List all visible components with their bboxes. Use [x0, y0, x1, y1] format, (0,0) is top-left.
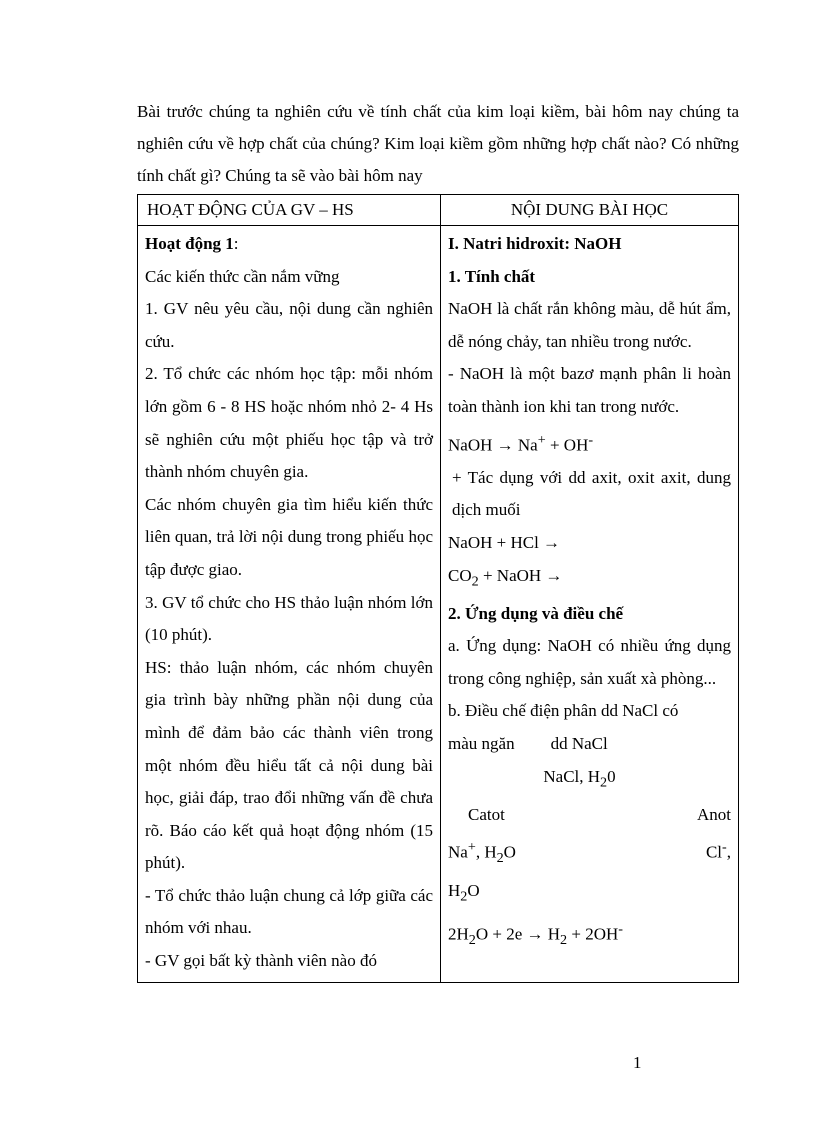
activity-heading: [145, 228, 433, 261]
anode-ions: Cl-,: [705, 839, 731, 862]
ions-row: [448, 831, 731, 875]
catot-label: Catot: [468, 804, 505, 824]
anode-water: $H_2O$: [448, 880, 480, 905]
preparation-text: b. Điều chế điện phân dd NaCl có: [448, 701, 679, 721]
table-header-row: [138, 195, 739, 226]
teacher-student-column: [138, 226, 441, 983]
electrodes-row: [448, 799, 731, 832]
left-paragraph: 2. Tổ chức các nhóm học tập: mỗi nhóm lớn gồm 6 - 8 HS hoặc nhóm nhỏ 2- 4 Hs sẽ nghiên cứu một phiếu học tập và trở thành nhóm chuyên gia.: [145, 364, 433, 482]
header-right: NỘI DUNG BÀI HỌC: [441, 195, 739, 226]
intro-text: Bài trước chúng ta nghiên cứu về tính chất của kim loại kiềm, bài hôm nay chúng ta nghiên cứu về hợp chất của chúng? Kim loại kiềm gồm những hợp chất nào? Có những tính chất gì? Chúng ta sẽ vào bài hôm nay: [137, 102, 739, 185]
property-text: - NaOH là một bazơ mạnh phân li hoàn toàn thành ion khi tan trong nước.: [448, 364, 731, 416]
reaction-intro: + Tác dụng với dd axit, oxit axit, dung dịch muối: [452, 467, 731, 520]
reaction-equation: NaOH + HCl →: [448, 533, 561, 552]
subsection-applications: 2. Ứng dụng và điều chế: [448, 603, 624, 623]
anot-label: Anot: [697, 804, 731, 824]
left-paragraph: - GV gọi bất kỳ thành viên nào đó: [145, 951, 377, 971]
page-number: 1: [633, 1053, 642, 1072]
lesson-content-column: [441, 226, 739, 983]
dissociation-equation: NaOH → Na+ + OH-: [448, 431, 594, 455]
left-paragraph: 1. GV nêu yêu cầu, nội dung cần nghiên cứu.: [145, 299, 433, 351]
left-paragraph: Các nhóm chuyên gia tìm hiểu kiến thức liên quan, trả lời nội dung trong phiếu học tập được giao.: [145, 494, 433, 579]
subsection-properties: 1. Tính chất: [448, 266, 536, 286]
header-left: HOẠT ĐỘNG CỦA GV – HS: [138, 195, 441, 226]
preparation-text: màu ngăn dd NaCl: [448, 733, 608, 753]
left-paragraph: Các kiến thức cần nắm vững: [145, 266, 340, 286]
intro-paragraph: [137, 96, 739, 192]
left-paragraph: - Tổ chức thảo luận chung cả lớp giữa các nhóm với nhau.: [145, 885, 433, 938]
left-paragraph: 3. GV tổ chức cho HS thảo luận nhóm lớn (10 phút).: [145, 592, 433, 645]
electrolysis-mixture: NaCl, $H_20$: [543, 766, 616, 790]
activity-title: Hoạt động 1: [145, 234, 234, 253]
left-paragraph: HS: thảo luận nhóm, các nhóm chuyên gia trình bày những phần nội dung của mình để đảm bảo các thành viên trong một nhóm đều hiểu tất cả nội dung bài học, giải đáp, trao đổi những vấn đề chưa rõ. Báo cáo kết quả hoạt động nhóm (15 phút).: [145, 657, 433, 873]
half-reaction: $2H_2O + 2e \to H_2 + 2OH^-$: [448, 920, 623, 948]
activity-colon: :: [233, 234, 239, 253]
application-text: a. Ứng dụng: NaOH có nhiều ứng dụng trong công nghiệp, sản xuất xà phòng...: [448, 636, 731, 688]
lesson-table: [137, 194, 739, 983]
table-body-row: [138, 226, 739, 983]
property-text: NaOH là chất rắn không màu, dễ hút ẩm, dễ nóng chảy, tan nhiều trong nước.: [448, 299, 731, 351]
section-title: I. Natri hidroxit: NaOH: [448, 234, 622, 253]
cathode-ions: Na+, $H_2O$: [448, 839, 516, 867]
reaction-equation: $CO_2$ + NaOH →: [448, 565, 563, 589]
